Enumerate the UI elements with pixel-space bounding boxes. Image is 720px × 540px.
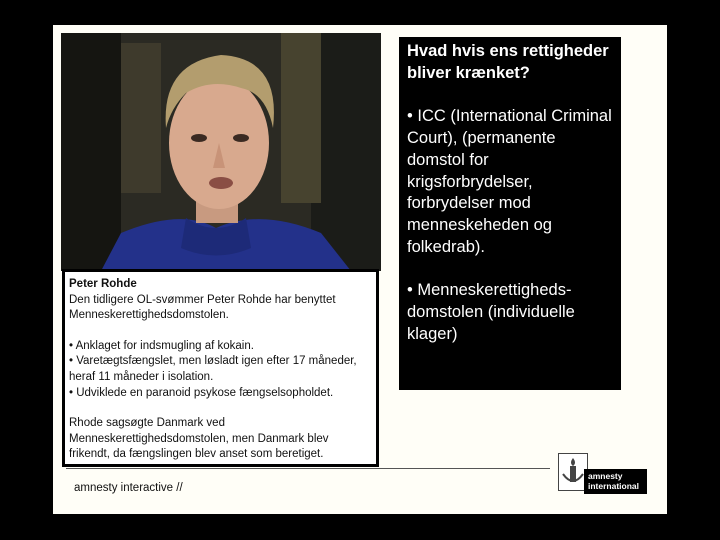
info-title: Hvad hvis ens rettigheder bliver krænket? bbox=[407, 42, 609, 82]
caption-intro: Den tidligere OL-svømmer Peter Rohde har benyttet Menneskerettighedsdomstolen. bbox=[69, 293, 336, 322]
caption-outro: Rhode sagsøgte Danmark ved Menneskerettighedsdomstolen, men Danmark blev frikendt, da fængslingen blev anset som beretiget. bbox=[69, 417, 329, 461]
caption-name: Peter Rohde bbox=[69, 278, 137, 290]
logo-line2: international bbox=[588, 481, 640, 491]
caption-box bbox=[62, 269, 379, 467]
footer-divider bbox=[66, 468, 550, 469]
logo-label bbox=[584, 469, 647, 494]
info-point: • ICC (International Criminal Court), (permanente domstol for krigsforbrydelser, forbrydelser mod menneskeheden og folkedrab). bbox=[407, 107, 612, 256]
slide bbox=[53, 25, 667, 514]
caption-bullet: • Udviklede en paranoid psykose fængselsopholdet. bbox=[69, 386, 334, 399]
info-box bbox=[399, 37, 621, 390]
portrait-illustration bbox=[61, 33, 381, 271]
info-point: • Menneskerettigheds-domstolen (individuelle klager) bbox=[407, 281, 575, 343]
footer-text: amnesty interactive // bbox=[74, 482, 183, 494]
caption-bullet: • Anklaget for indsmugling af kokain. bbox=[69, 339, 254, 352]
caption-bullet: • Varetægtsfængslet, men løsladt igen efter 17 måneder, heraf 11 måneder i isolation. bbox=[69, 355, 357, 383]
logo-line1: amnesty bbox=[588, 471, 623, 481]
amnesty-logo bbox=[558, 453, 648, 495]
portrait-photo bbox=[61, 33, 381, 271]
